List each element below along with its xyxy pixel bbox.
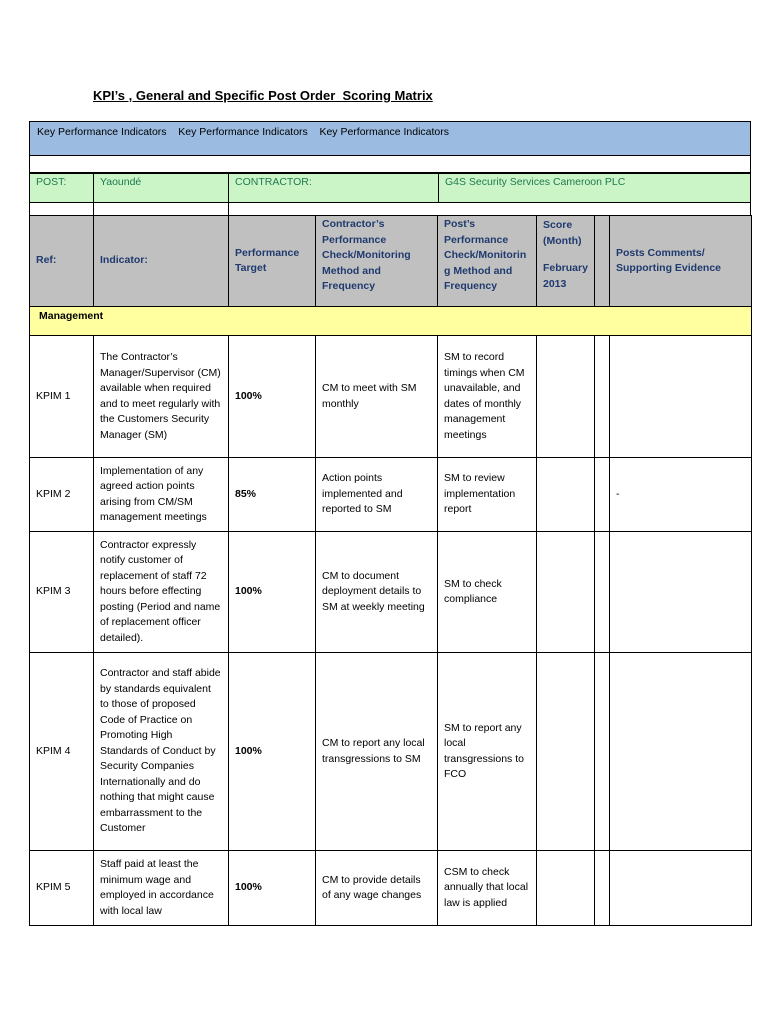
header-contractor-check: Contractor’s Performance Check/Monitoring Method and Frequency [316,216,438,307]
row-post-check: SM to report any local transgressions to FCO [438,653,537,851]
row-indicator: Contractor expressly notify customer of replacement of staff 72 hours before effecting posting (Period and name of replacement officer detailed). [94,532,229,653]
row-ref: KPIM 4 [30,653,94,851]
scoring-matrix-table [29,215,752,926]
post-label: POST: [36,176,67,188]
row-indicator: Implementation of any agreed action points arising from CM/SM management meetings [94,458,229,532]
contractor-value-cell [439,174,750,202]
row-score-extra [595,532,610,653]
spacer-row [29,156,751,173]
row-score [537,336,595,458]
row-contractor-check: Action points implemented and reported to SM [316,458,438,532]
row-post-check: SM to review implementation report [438,458,537,532]
row-contractor-check: CM to provide details of any wage changes [316,851,438,926]
post-value-cell [94,174,229,202]
table-row [30,458,752,532]
post-label-cell [30,174,94,202]
row-contractor-check: CM to meet with SM monthly [316,336,438,458]
table-row [30,851,752,926]
header-score-extra [595,216,610,307]
contractor-value: G4S Security Services Cameroon PLC [445,176,626,188]
header-target: Performance Target [229,216,316,307]
row-comments [610,851,752,926]
row-score-extra [595,336,610,458]
row-ref: KPIM 3 [30,532,94,653]
row-ref: KPIM 2 [30,458,94,532]
table-row [30,653,752,851]
row-score-extra [595,653,610,851]
row-score [537,653,595,851]
row-target: 85% [229,458,316,532]
row-comments [610,653,752,851]
row-target: 100% [229,653,316,851]
row-target: 100% [229,532,316,653]
row-post-check: CSM to check annually that local law is applied [438,851,537,926]
row-score [537,851,595,926]
header-ref: Ref: [30,216,94,307]
post-value: Yaoundé [100,176,142,188]
header-score-period: February 2013 [543,262,588,290]
row-comments [610,532,752,653]
header-indicator: Indicator: [94,216,229,307]
row-indicator: The Contractor’s Manager/Supervisor (CM) available when required and to meet regularly with the Customers Security Manager (SM) [94,336,229,458]
row-score-extra [595,458,610,532]
header-comments: Posts Comments/ Supporting Evidence [610,216,752,307]
table-row [30,532,752,653]
contractor-label: CONTRACTOR: [235,176,312,188]
kpi-banner-text: Key Performance Indicators Key Performance Indicators Key Performance Indicators [37,126,450,138]
row-target: 100% [229,336,316,458]
contractor-label-cell [229,174,439,202]
row-comments: - [610,458,752,532]
header-score-label: Score (Month) [543,219,582,247]
row-score [537,458,595,532]
table-row [30,336,752,458]
row-score [537,532,595,653]
row-post-check: SM to check compliance [438,532,537,653]
row-indicator: Staff paid at least the minimum wage and employed in accordance with local law [94,851,229,926]
row-indicator: Contractor and staff abide by standards equivalent to those of proposed Code of Practice on Promoting High Standards of Conduct by Security Companies Internationally and do nothing that might cause embarrassment to the Customer [94,653,229,851]
header-score [537,216,595,307]
row-ref: KPIM 1 [30,336,94,458]
section-row [30,307,752,336]
row-score-extra [595,851,610,926]
row-comments [610,336,752,458]
header-post-check: Post’s Performance Check/Monitorin g Method and Frequency [438,216,537,307]
kpi-banner [29,121,751,156]
section-management: Management [30,307,752,336]
document-title: KPI’s , General and Specific Post Order Scoring Matrix [93,88,433,103]
header-row [30,216,752,307]
row-post-check: SM to record timings when CM unavailable, and dates of monthly management meetings [438,336,537,458]
row-target: 100% [229,851,316,926]
post-contractor-row [29,173,751,203]
row-contractor-check: CM to report any local transgressions to SM [316,653,438,851]
row-ref: KPIM 5 [30,851,94,926]
row-contractor-check: CM to document deployment details to SM at weekly meeting [316,532,438,653]
